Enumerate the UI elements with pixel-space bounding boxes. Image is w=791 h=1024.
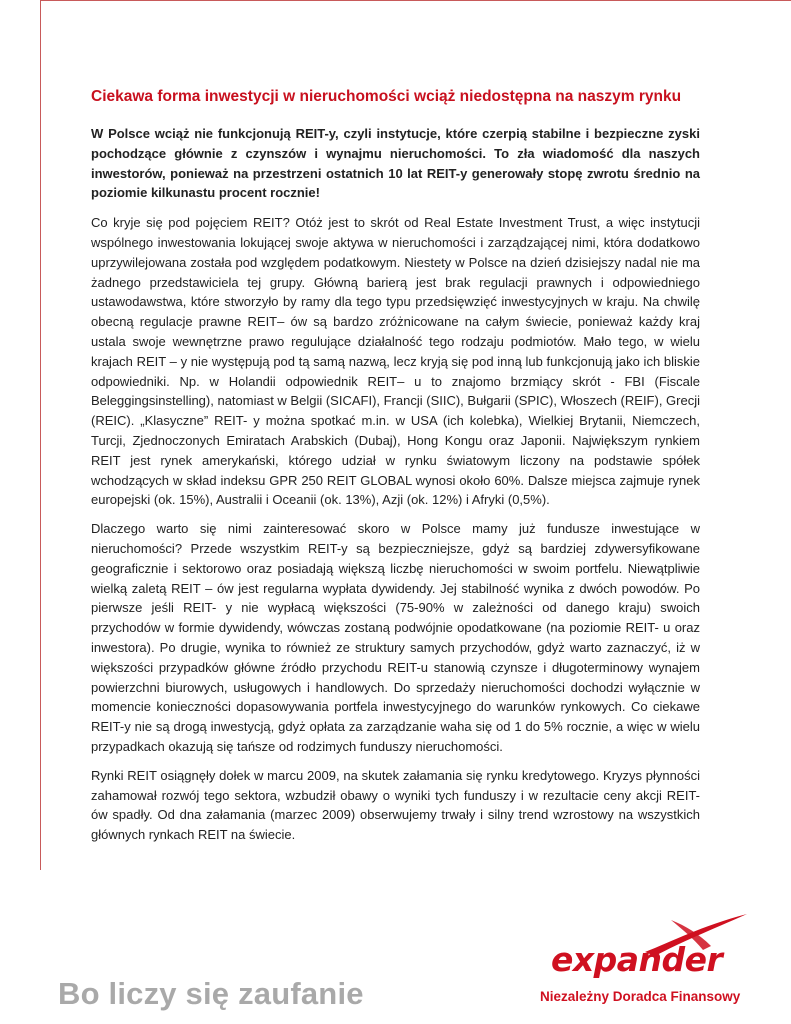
page-frame-left (40, 0, 41, 870)
article-paragraph-1: Co kryje się pod pojęciem REIT? Otóż jest to skrót od Real Estate Investment Trust, a więc instytucji wspólnego inwestowania lokującej swoje aktywa w nieruchomości i zarządzającej nimi, która dodatkowo uprzywilejowana została pod względem podatkowym. Niestety w Polsce na dzień dzisiejszy nadal nie ma żadnego przedstawiciela tej grupy. Główną barierą jest brak regulacji prawnych i odpowiedniego ustawodawstwa, które stworzyło by ramy dla tego typu przedsięwzięć inwestycyjnych w kraju. Na chwilę obecną regulacje prawne REIT– ów są bardzo zróżnicowane na całym świecie, ponieważ każdy kraj ustala swoje wewnętrzne prawo regulujące działalność tego rodzaju podmiotów. Mało tego, w wielu krajach REIT – y nie występują pod tą samą nazwą, lecz kryją się pod inną lub funkcjonują jako ich bliskie odpowiedniki. Np. w Holandii odpowiednik REIT– u to znajomo brzmiący skrót - FBI (Fiscale Beleggingsinstelling), natomiast w Belgii (SICAFI), Francji (SIIC), Bułgarii (SPIC), Włoszech (REIF), Grecji (REIC). „Klasyczne” REIT- y można spotkać m.in. w USA (ich kolebka), Wielkiej Brytanii, Niemczech, Turcji, Zjednoczonych Emiratach Arabskich (Dubaj), Hong Kongu oraz Japonii. Największym rynkiem REIT jest rynek amerykański, którego udział w rynku światowym liczony na podstawie spółek wchodzących w skład indeksu GPR 250 REIT GLOBAL wynosi około 60%. Dalsze miejsca zajmuje rynek europejski (ok. 15%), Australii i Oceanii (ok. 13%), Azji (ok. 12%) i Afryki (0,5%). (91, 215, 700, 508)
logo-wordmark: expander (551, 940, 723, 979)
footer-tagline: Niezależny Doradca Finansowy (540, 989, 741, 1004)
footer-slogan: Bo liczy się zaufanie (58, 976, 364, 1011)
article-lead: W Polsce wciąż nie funkcjonują REIT-y, czyli instytucje, które czerpią stabilne i bezpieczne zyski pochodzące głównie z czynszów i wynajmu nieruchomości. To zła wiadomość dla naszych inwestorów, ponieważ na przestrzeni ostatnich 10 lat REIT-y generowały stopę zwrotu średnio na poziomie kilkunastu procent rocznie! (91, 126, 700, 201)
article-paragraph-3: Rynki REIT osiągnęły dołek w marcu 2009, na skutek załamania się rynku kredytowego. Kryzys płynności zahamował rozwój tego sektora, wzbudził obawy o wyniki tych funduszy i w rezultacie ceny akcji REIT- ów spadły. Od dna załamania (marzec 2009) obserwujemy trwały i silny trend wzrostowy na wszystkich głównych rynkach REIT na świecie. (91, 767, 700, 843)
page-frame-top (40, 0, 791, 1)
article-title: Ciekawa forma inwestycji w nieruchomości wciąż niedostępna na naszym rynku (91, 88, 682, 105)
article-paragraph-2: Dlaczego warto się nimi zainteresować skoro w Polsce mamy już fundusze inwestujące w nieruchomości? Przede wszystkim REIT-y są bezpieczniejsze, gdyż są bardziej zdywersyfikowane geograficznie i sektorowo oraz posiadają większą liczbę nieruchomości w swoim portfelu. Niewątpliwie wielką zaletą REIT – ów jest regularna wypłata dywidendy. Jej stabilność wynika z dwóch powodów. Po pierwsze jeśli REIT- y nie wypłacą większości (75-90% w zależności od danego kraju) swoich przychodów w formie dywidendy, wówczas zostaną podwójnie opodatkowane (na poziomie REIT- u oraz inwestora). Po drugie, wynika to również ze struktury samych przychodów, gdyż warto zaznaczyć, iż w większości przypadków główne źródło przychodu REIT-u stanowią czynsze i długoterminowy wynajem powierzchni biurowych, usługowych i handlowych. Do sprzedaży nieruchomości dochodzi wyłącznie w momencie konieczności dopasowywania portfela inwestycyjnego do warunków rynkowych. Co ciekawe REIT-y nie są drogą inwestycją, gdyż opłata za zarządzanie waha się od 1 do 5% rocznie, a więc w wielu przypadkach okazują się tańsze od rodzimych funduszy nieruchomości. (91, 521, 700, 754)
article (91, 88, 700, 854)
